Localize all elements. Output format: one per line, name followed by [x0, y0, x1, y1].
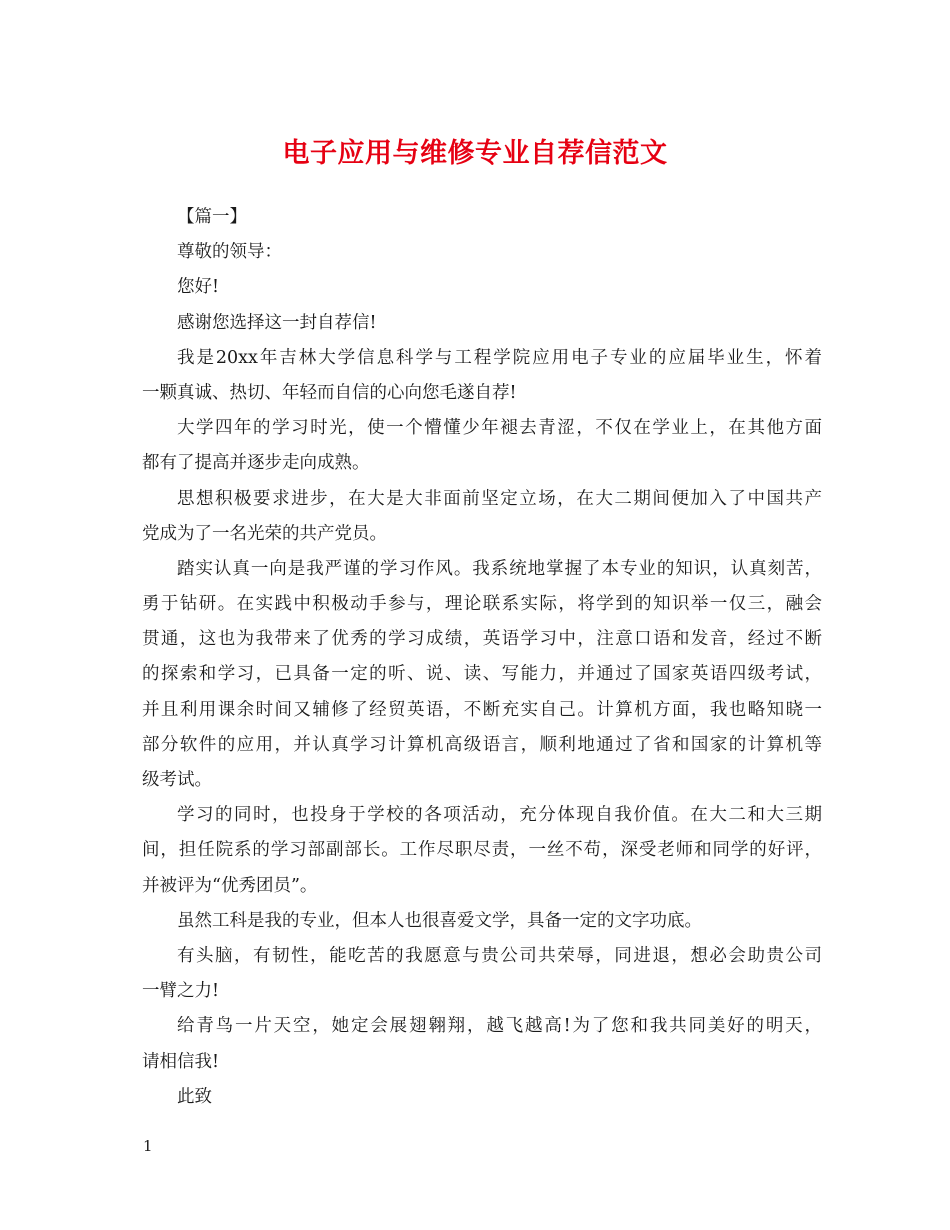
salutation: 尊敬的领导：	[177, 242, 282, 263]
text-line: 贯通，这也为我带来了优秀的学习成绩，英语学习中，注意口语和发音，经过不断	[142, 629, 822, 650]
text-line: 一颗真诚、热切、年轻而自信的心向您毛遂自荐!	[142, 382, 517, 403]
text-line: 勇于钻研。在实践中积极动手参与，理论联系实际，将学到的知识举一仅三，融会	[142, 594, 822, 615]
text-line: 思想积极要求进步，在大是大非面前坚定立场，在大二期间便加入了中国共产	[177, 488, 822, 509]
text-line: 间，担任院系的学习部副部长。工作尽职尽责，一丝不苟，深受老师和同学的好评，	[142, 840, 822, 861]
text-line: 党成为了一名光荣的共产党员。	[142, 523, 387, 544]
text-line: 给青鸟一片天空，她定会展翅翱翔，越飞越高!为了您和我共同美好的明天，	[177, 1016, 822, 1037]
text-line: 级考试。	[142, 770, 212, 790]
text-line: 踏实认真一向是我严谨的学习作风。我系统地掌握了本专业的知识，认真刻苦，	[177, 558, 822, 579]
text-line: 有头脑，有韧性，能吃苦的我愿意与贵公司共荣辱，同进退，想必会助贵公司	[177, 945, 822, 966]
text-line: 我是20xx年吉林大学信息科学与工程学院应用电子专业的应届毕业生，怀着	[177, 347, 822, 368]
page-number: 1	[143, 1137, 153, 1155]
letter-body	[142, 200, 822, 1115]
text-line: 的探索和学习，已具备一定的听、说、读、写能力，并通过了国家英语四级考试，	[142, 664, 822, 685]
text-line: 感谢您选择这一封自荐信!	[177, 312, 377, 333]
section-heading: 【篇一】	[177, 207, 247, 227]
text-line: 都有了提高并逐步走向成熟。	[142, 453, 370, 474]
text-line: 学习的同时，也投身于学校的各项活动，充分体现自我价值。在大二和大三期	[177, 805, 822, 826]
text-line: 并且利用课余时间又辅修了经贸英语，不断充实自己。计算机方面，我也略知晓一	[142, 699, 822, 720]
text-line: 虽然工科是我的专业，但本人也很喜爱文学，具备一定的文字功底。	[177, 910, 702, 931]
greeting: 您好!	[177, 277, 220, 298]
document-title: 电子应用与维修专业自荐信范文	[282, 138, 668, 169]
text-line: 请相信我!	[142, 1051, 220, 1072]
text-line: 大学四年的学习时光，使一个懵懂少年褪去青涩，不仅在学业上，在其他方面	[177, 418, 822, 439]
text-line: 一臂之力!	[142, 981, 220, 1002]
text-line: 部分软件的应用，并认真学习计算机高级语言，顺利地通过了省和国家的计算机等	[142, 734, 822, 755]
closing-line: 此致	[177, 1086, 212, 1107]
text-line: 并被评为“优秀团员”。	[142, 875, 318, 896]
